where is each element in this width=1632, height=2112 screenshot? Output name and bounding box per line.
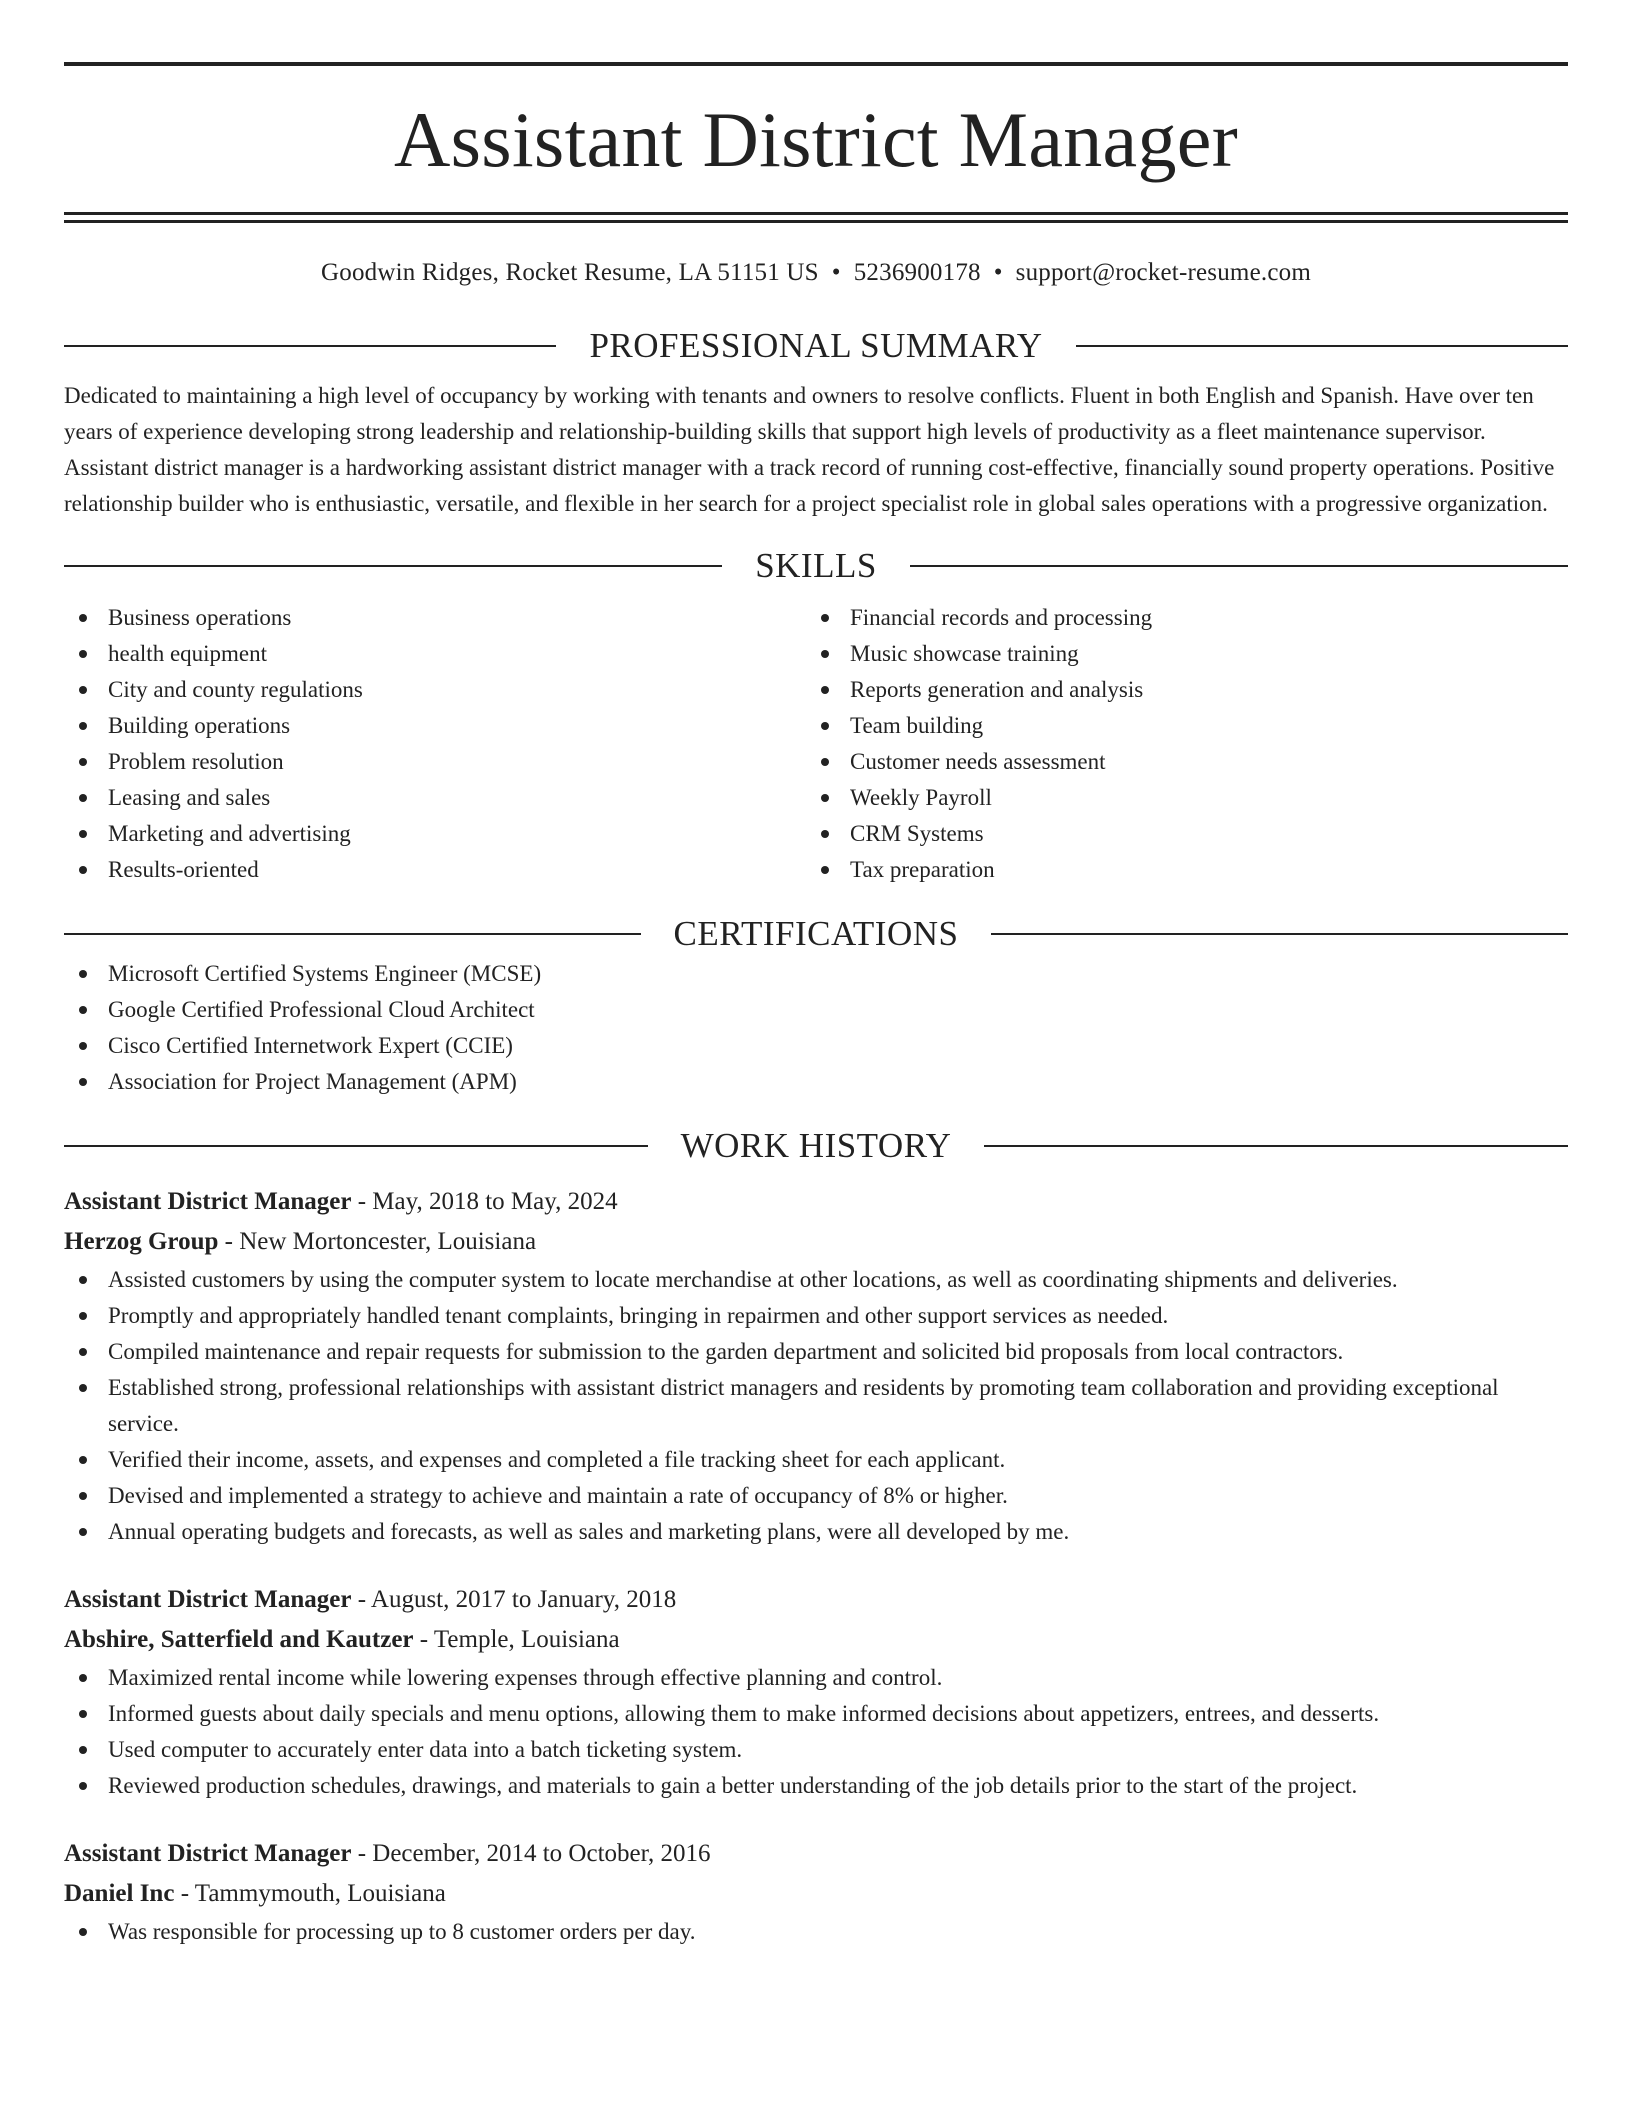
- certification-label: Google Certified Professional Cloud Architect: [108, 997, 535, 1022]
- job-duty-item: [64, 1334, 1568, 1370]
- job-entry: [64, 1834, 1568, 1950]
- job-duty-item: [64, 1768, 1568, 1804]
- skill-item: [806, 852, 1548, 888]
- bullet-icon: [821, 686, 829, 694]
- job-duty-item: [64, 1298, 1568, 1334]
- job-location: - New Mortoncester, Louisiana: [218, 1228, 537, 1255]
- job-title: Assistant District Manager: [64, 1840, 352, 1867]
- bullet-icon: [79, 650, 87, 658]
- skills-heading-label: SKILLS: [755, 546, 877, 585]
- skill-item: [806, 744, 1548, 780]
- skill-label: Business operations: [108, 605, 292, 630]
- contact-line: [64, 256, 1568, 290]
- skill-item: [64, 816, 806, 852]
- heading-rule-right: [991, 933, 1568, 935]
- skill-label: Tax preparation: [850, 857, 995, 882]
- job-title: Assistant District Manager: [64, 1188, 352, 1215]
- skill-label: CRM Systems: [850, 821, 984, 846]
- certifications-list: [64, 956, 1568, 1100]
- bullet-icon: [821, 614, 829, 622]
- certifications-heading-label: CERTIFICATIONS: [673, 914, 959, 953]
- bullet-icon: [79, 1312, 87, 1320]
- bullet-icon: [79, 1078, 87, 1086]
- job-entry: [64, 1182, 1568, 1550]
- contact-separator: •: [993, 259, 1003, 286]
- skill-item: [64, 708, 806, 744]
- bullet-icon: [79, 1528, 87, 1536]
- job-duty-text: Established strong, professional relationships with assistant district managers and residents by promoting team collaboration and providing exceptional service.: [108, 1375, 1499, 1436]
- bullet-icon: [821, 722, 829, 730]
- job-company: Daniel Inc: [64, 1880, 175, 1907]
- skill-item: [806, 636, 1548, 672]
- bullet-icon: [79, 970, 87, 978]
- bullet-icon: [821, 650, 829, 658]
- certification-label: Microsoft Certified Systems Engineer (MCSE): [108, 961, 542, 986]
- job-duty-item: [64, 1732, 1568, 1768]
- job-duty-text: Informed guests about daily specials and menu options, allowing them to make informed decisions about appetizers, entrees, and desserts.: [108, 1701, 1380, 1726]
- job-company-line: [64, 1874, 1568, 1914]
- job-duty-item: [64, 1914, 1568, 1950]
- skill-item: [806, 780, 1548, 816]
- job-company-line: [64, 1620, 1568, 1660]
- bullet-icon: [79, 1710, 87, 1718]
- job-entry: [64, 1580, 1568, 1804]
- bullet-icon: [79, 758, 87, 766]
- job-duty-item: [64, 1514, 1568, 1550]
- skill-label: Music showcase training: [850, 641, 1079, 666]
- skill-label: Marketing and advertising: [108, 821, 351, 846]
- skill-label: Reports generation and analysis: [850, 677, 1144, 702]
- bullet-icon: [821, 830, 829, 838]
- certification-item: [64, 1064, 1568, 1100]
- job-duty-text: Used computer to accurately enter data into a batch ticketing system.: [108, 1737, 743, 1762]
- skills-heading: [64, 544, 1568, 588]
- skill-label: Building operations: [108, 713, 291, 738]
- job-dates: - December, 2014 to October, 2016: [351, 1840, 711, 1867]
- bullet-icon: [79, 1006, 87, 1014]
- bullet-icon: [79, 1674, 87, 1682]
- skill-label: City and county regulations: [108, 677, 363, 702]
- job-duty-text: Reviewed production schedules, drawings, and materials to gain a better understanding of the job details prior to the start of the project.: [108, 1773, 1358, 1798]
- contact-email[interactable]: support@rocket-resume.com: [1015, 259, 1311, 286]
- heading-rule-left: [64, 345, 556, 347]
- certification-item: [64, 992, 1568, 1028]
- resume-page: [64, 0, 1568, 1950]
- job-location: - Temple, Louisiana: [413, 1626, 620, 1653]
- job-duties-list: [64, 1660, 1568, 1804]
- skill-item: [806, 672, 1548, 708]
- work-history-heading: [64, 1124, 1568, 1168]
- job-duty-text: Maximized rental income while lowering expenses through effective planning and control.: [108, 1665, 943, 1690]
- job-duty-text: Annual operating budgets and forecasts, as well as sales and marketing plans, were all developed by me.: [108, 1519, 1070, 1544]
- job-duty-text: Was responsible for processing up to 8 customer orders per day.: [108, 1919, 696, 1944]
- job-dates: - May, 2018 to May, 2024: [351, 1188, 618, 1215]
- job-duties-list: [64, 1914, 1568, 1950]
- skill-label: Customer needs assessment: [850, 749, 1106, 774]
- skills-right-column: [806, 600, 1548, 888]
- bullet-icon: [79, 1928, 87, 1936]
- resume-title: Assistant District Manager: [394, 96, 1238, 183]
- bullet-icon: [79, 1746, 87, 1754]
- certification-label: Association for Project Management (APM): [108, 1069, 517, 1094]
- job-duty-text: Compiled maintenance and repair requests for submission to the garden department and solicited bid proposals from local contractors.: [108, 1339, 1344, 1364]
- skill-label: Results-oriented: [108, 857, 259, 882]
- bullet-icon: [79, 830, 87, 838]
- bullet-icon: [821, 866, 829, 874]
- bullet-icon: [79, 1042, 87, 1050]
- skill-item: [64, 744, 806, 780]
- heading-rule-left: [64, 1145, 648, 1147]
- skill-item: [64, 636, 806, 672]
- bullet-icon: [79, 1276, 87, 1284]
- certifications-heading: [64, 912, 1568, 956]
- heading-rule-right: [1076, 345, 1568, 347]
- job-title-line: [64, 1580, 1568, 1620]
- skill-item: [64, 780, 806, 816]
- skill-label: Problem resolution: [108, 749, 284, 774]
- certification-label: Cisco Certified Internetwork Expert (CCIE): [108, 1033, 513, 1058]
- bullet-icon: [79, 1348, 87, 1356]
- skill-label: Leasing and sales: [108, 785, 271, 810]
- job-duty-item: [64, 1696, 1568, 1732]
- certification-item: [64, 956, 1568, 992]
- heading-rule-left: [64, 565, 722, 567]
- contact-address: Goodwin Ridges, Rocket Resume, LA 51151 US: [321, 259, 819, 286]
- title-double-rule: [64, 212, 1568, 223]
- job-company: Abshire, Satterfield and Kautzer: [64, 1626, 414, 1653]
- skills-grid: [64, 600, 1568, 888]
- heading-rule-left: [64, 933, 641, 935]
- job-duty-text: Verified their income, assets, and expenses and completed a file tracking sheet for each applicant.: [108, 1447, 1006, 1472]
- skill-label: Team building: [850, 713, 984, 738]
- job-duty-item: [64, 1262, 1568, 1298]
- skill-item: [64, 852, 806, 888]
- work-history-heading-label: WORK HISTORY: [680, 1126, 952, 1165]
- skills-left-column: [64, 600, 806, 888]
- heading-rule-right: [984, 1145, 1568, 1147]
- bullet-icon: [79, 1782, 87, 1790]
- skill-item: [64, 672, 806, 708]
- contact-phone[interactable]: 5236900178: [853, 259, 981, 286]
- summary-heading: [64, 324, 1568, 368]
- certification-item: [64, 1028, 1568, 1064]
- skill-label: Financial records and processing: [850, 605, 1153, 630]
- job-duty-item: [64, 1442, 1568, 1478]
- bullet-icon: [79, 794, 87, 802]
- skill-item: [806, 600, 1548, 636]
- job-duty-text: Devised and implemented a strategy to achieve and maintain a rate of occupancy of 8% or higher.: [108, 1483, 1008, 1508]
- job-duty-item: [64, 1660, 1568, 1696]
- bullet-icon: [821, 758, 829, 766]
- bullet-icon: [79, 722, 87, 730]
- bullet-icon: [79, 1384, 87, 1392]
- bullet-icon: [821, 794, 829, 802]
- job-duty-text: Promptly and appropriately handled tenant complaints, bringing in repairmen and other support services as needed.: [108, 1303, 1169, 1328]
- bullet-icon: [79, 866, 87, 874]
- bullet-icon: [79, 1492, 87, 1500]
- summary-heading-label: PROFESSIONAL SUMMARY: [589, 326, 1043, 365]
- job-duty-text: Assisted customers by using the computer system to locate merchandise at other locations, as well as coordinating shipments and deliveries.: [108, 1267, 1398, 1292]
- top-rule: [64, 62, 1568, 66]
- skill-item: [806, 708, 1548, 744]
- job-title: Assistant District Manager: [64, 1586, 352, 1613]
- bullet-icon: [79, 1456, 87, 1464]
- heading-rule-right: [910, 565, 1568, 567]
- summary-text: Dedicated to maintaining a high level of occupancy by working with tenants and owners to resolve conflicts. Fluent in both English and Spanish. Have over ten years of experience developing strong leadership and relationship-building skills that support high levels of productivity as a fleet maintenance supervisor. Assistant district manager is a hardworking assistant district manager with a track record of running cost-effective, financially sound property operations. Positive relationship builder who is enthusiastic, versatile, and flexible in her search for a project specialist role in global sales operations with a progressive organization.: [64, 383, 1555, 516]
- job-title-line: [64, 1834, 1568, 1874]
- skill-item: [64, 600, 806, 636]
- job-company-line: [64, 1222, 1568, 1262]
- job-company: Herzog Group: [64, 1228, 219, 1255]
- skill-item: [806, 816, 1548, 852]
- skill-label: health equipment: [108, 641, 268, 666]
- job-duty-item: [64, 1478, 1568, 1514]
- bullet-icon: [79, 686, 87, 694]
- job-location: - Tammymouth, Louisiana: [174, 1880, 446, 1907]
- job-duties-list: [64, 1262, 1568, 1550]
- job-title-line: [64, 1182, 1568, 1222]
- job-dates: - August, 2017 to January, 2018: [351, 1586, 677, 1613]
- bullet-icon: [79, 614, 87, 622]
- job-duty-item: [64, 1370, 1568, 1442]
- skill-label: Weekly Payroll: [850, 785, 992, 810]
- contact-separator: •: [831, 259, 841, 286]
